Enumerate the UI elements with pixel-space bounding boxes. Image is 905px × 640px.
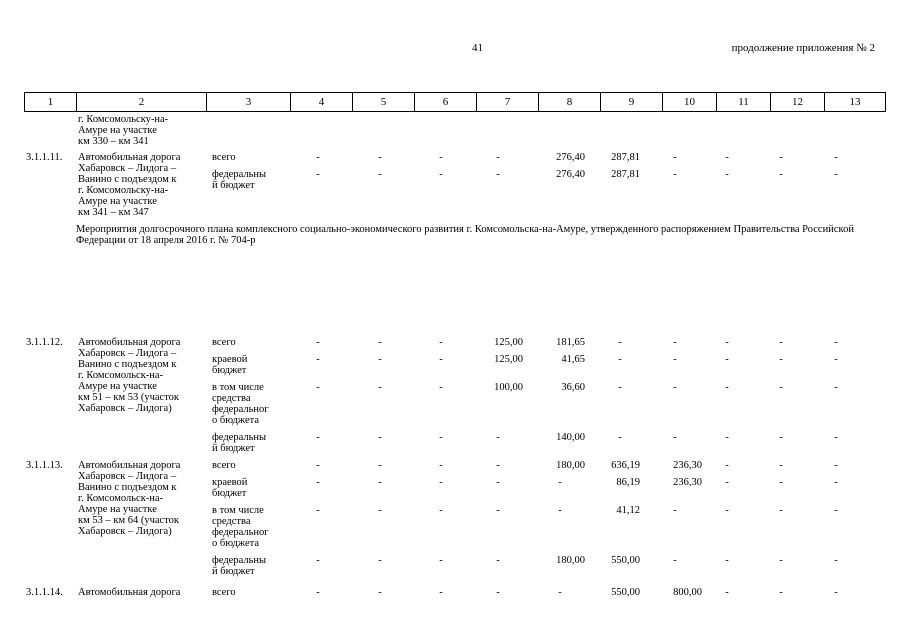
funding-source: федеральны й бюджет: [212, 555, 267, 577]
table-cell: -: [673, 169, 677, 180]
table-cell: -: [618, 382, 622, 393]
row-name: Автомобильная дорога Хабаровск – Лидога – Ванино с подъездом к г. Комсомольск-на- Амуре на участке км 53 – км 64 (участок Хабаровск – Лидога): [78, 460, 181, 537]
column-header: 4: [291, 93, 353, 112]
table-cell: -: [378, 587, 382, 598]
table-cell: -: [439, 152, 443, 163]
column-header-row: [25, 93, 886, 112]
table-cell: -: [834, 555, 838, 566]
table-cell: -: [725, 555, 729, 566]
table-cell: -: [316, 354, 320, 365]
table-cell: -: [834, 587, 838, 598]
table-cell: 800,00: [673, 587, 702, 598]
table-cell: 86,19: [616, 477, 640, 488]
table-cell: -: [378, 505, 382, 516]
table-cell: 125,00: [494, 354, 523, 365]
table-cell: -: [673, 337, 677, 348]
table-cell: -: [779, 382, 783, 393]
table-cell: -: [316, 382, 320, 393]
table-cell: -: [316, 432, 320, 443]
table-cell: -: [439, 555, 443, 566]
column-header: 3: [207, 93, 291, 112]
table-cell: -: [316, 587, 320, 598]
table-cell: -: [618, 432, 622, 443]
table-cell: -: [725, 382, 729, 393]
table-cell: 41,65: [561, 354, 585, 365]
table-cell: 236,30: [673, 477, 702, 488]
table-cell: -: [779, 587, 783, 598]
table-cell: 550,00: [611, 555, 640, 566]
table-cell: 276,40: [556, 152, 585, 163]
table-cell: -: [439, 169, 443, 180]
table-cell: -: [725, 477, 729, 488]
table-cell: -: [316, 169, 320, 180]
table-cell: -: [316, 505, 320, 516]
table-cell: -: [316, 460, 320, 471]
column-header: 6: [415, 93, 477, 112]
table-cell: -: [834, 169, 838, 180]
table-cell: -: [725, 432, 729, 443]
table-cell: 181,65: [556, 337, 585, 348]
funding-source: в том числе средства федеральног о бюджета: [212, 382, 269, 426]
funding-source: всего: [212, 337, 236, 348]
table-cell: -: [496, 505, 500, 516]
column-header: 8: [539, 93, 601, 112]
carryover-name: г. Комсомольску-на- Амуре на участке км 330 – км 341: [78, 114, 169, 147]
table-cell: 236,30: [673, 460, 702, 471]
row-code: 3.1.1.13.: [26, 460, 63, 471]
funding-source: в том числе средства федеральног о бюджета: [212, 505, 269, 549]
column-header: 11: [717, 93, 771, 112]
table-cell: -: [725, 354, 729, 365]
section-note: Мероприятия долгосрочного плана комплексного социально-экономического развития г. Комсомольска-на-Амуре, утвержденного распоряжением Правительства Российской Федерации от 18 апреля 2016 г. № 704-р: [76, 224, 854, 246]
table-cell: -: [496, 477, 500, 488]
funding-source: краевой бюджет: [212, 354, 248, 376]
table-cell: -: [779, 169, 783, 180]
table-cell: 180,00: [556, 555, 585, 566]
table-cell: -: [673, 555, 677, 566]
row-code: 3.1.1.12.: [26, 337, 63, 348]
table-cell: 287,81: [611, 169, 640, 180]
table-cell: -: [725, 505, 729, 516]
row-name: Автомобильная дорога: [78, 587, 181, 598]
table-cell: -: [673, 354, 677, 365]
table-cell: -: [439, 587, 443, 598]
table-cell: -: [673, 152, 677, 163]
table-cell: -: [779, 337, 783, 348]
funding-source: федеральны й бюджет: [212, 169, 267, 191]
table-cell: -: [618, 337, 622, 348]
table-cell: -: [378, 460, 382, 471]
column-header: 12: [771, 93, 825, 112]
table-cell: -: [618, 354, 622, 365]
row-code: 3.1.1.14.: [26, 587, 63, 598]
row-name: Автомобильная дорога Хабаровск – Лидога – Ванино с подъездом к г. Комсомольску-на- Амуре на участке км 341 – км 347: [78, 152, 181, 218]
table-cell: -: [496, 587, 500, 598]
table-cell: -: [378, 169, 382, 180]
table-cell: -: [779, 432, 783, 443]
table-cell: -: [558, 477, 562, 488]
table-cell: -: [378, 337, 382, 348]
table-cell: -: [779, 477, 783, 488]
table-cell: -: [378, 477, 382, 488]
table-cell: -: [725, 460, 729, 471]
table-cell: -: [496, 169, 500, 180]
table-cell: -: [558, 587, 562, 598]
table-cell: -: [834, 505, 838, 516]
table-cell: -: [673, 432, 677, 443]
table-cell: -: [779, 460, 783, 471]
table-cell: -: [834, 382, 838, 393]
table-cell: -: [316, 337, 320, 348]
funding-source: всего: [212, 587, 236, 598]
table-cell: 550,00: [611, 587, 640, 598]
table-cell: -: [673, 382, 677, 393]
table-cell: -: [834, 152, 838, 163]
funding-source: краевой бюджет: [212, 477, 248, 499]
table-cell: -: [378, 555, 382, 566]
table-cell: -: [725, 587, 729, 598]
table-cell: -: [834, 432, 838, 443]
column-header: 5: [353, 93, 415, 112]
table-cell: -: [725, 152, 729, 163]
table-cell: -: [378, 432, 382, 443]
table-cell: 287,81: [611, 152, 640, 163]
table-cell: -: [439, 432, 443, 443]
table-cell: -: [496, 460, 500, 471]
table-cell: -: [558, 505, 562, 516]
column-header: 1: [25, 93, 77, 112]
table-cell: -: [725, 169, 729, 180]
table-cell: -: [779, 505, 783, 516]
column-header: 2: [77, 93, 207, 112]
table-cell: 100,00: [494, 382, 523, 393]
table-cell: 180,00: [556, 460, 585, 471]
column-header: 13: [825, 93, 886, 112]
table-cell: -: [834, 354, 838, 365]
table-cell: -: [496, 432, 500, 443]
page-number: 41: [472, 42, 483, 54]
table-cell: -: [779, 152, 783, 163]
continuation-label: продолжение приложения № 2: [731, 42, 875, 54]
table-cell: -: [378, 382, 382, 393]
table-cell: -: [439, 382, 443, 393]
funding-source: всего: [212, 152, 236, 163]
table-cell: 125,00: [494, 337, 523, 348]
table-cell: -: [439, 505, 443, 516]
table-cell: 41,12: [616, 505, 640, 516]
table-cell: -: [316, 477, 320, 488]
table-cell: 36,60: [561, 382, 585, 393]
table-cell: 140,00: [556, 432, 585, 443]
row-code: 3.1.1.11.: [26, 152, 63, 163]
table-cell: -: [316, 555, 320, 566]
table-cell: 636,19: [611, 460, 640, 471]
column-header-table: [24, 92, 886, 112]
column-header: 10: [663, 93, 717, 112]
table-cell: 276,40: [556, 169, 585, 180]
funding-source: федеральны й бюджет: [212, 432, 267, 454]
table-cell: -: [834, 477, 838, 488]
table-cell: -: [496, 152, 500, 163]
table-cell: -: [779, 354, 783, 365]
table-cell: -: [439, 337, 443, 348]
table-cell: -: [439, 460, 443, 471]
table-cell: -: [378, 354, 382, 365]
table-cell: -: [496, 555, 500, 566]
table-cell: -: [725, 337, 729, 348]
table-cell: -: [834, 337, 838, 348]
row-name: Автомобильная дорога Хабаровск – Лидога – Ванино с подъездом к г. Комсомольск-на- Амуре на участке км 51 – км 53 (участок Хабаровск – Лидога): [78, 337, 181, 414]
funding-source: всего: [212, 460, 236, 471]
table-cell: -: [834, 460, 838, 471]
table-cell: -: [378, 152, 382, 163]
table-cell: -: [439, 477, 443, 488]
table-cell: -: [439, 354, 443, 365]
table-cell: -: [779, 555, 783, 566]
table-cell: -: [316, 152, 320, 163]
table-cell: -: [673, 505, 677, 516]
column-header: 7: [477, 93, 539, 112]
column-header: 9: [601, 93, 663, 112]
